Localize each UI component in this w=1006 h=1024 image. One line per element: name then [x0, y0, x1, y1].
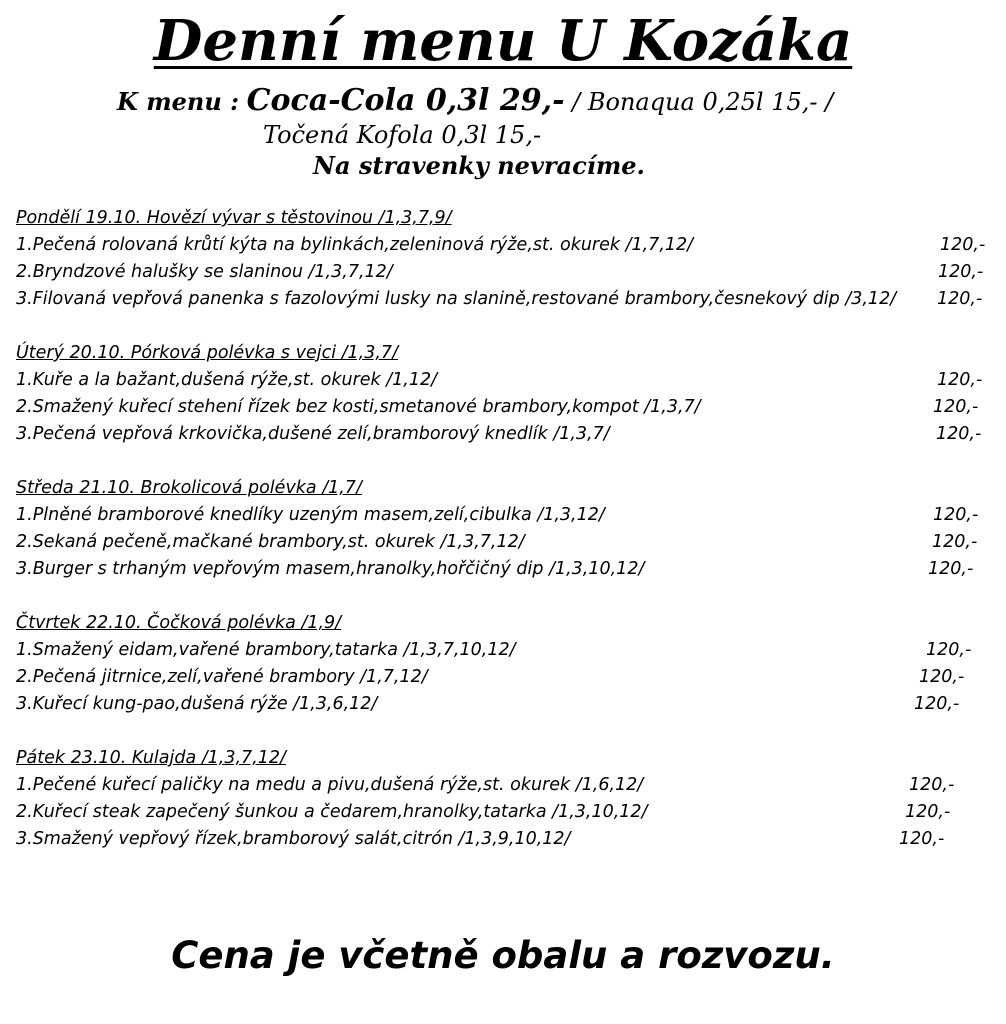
menu-item-price: 120,-: [905, 802, 951, 822]
menu-item-price: 120,-: [940, 235, 986, 255]
menu-item: [16, 259, 991, 286]
menu-item-name: 3.Burger s trhaným vepřovým masem,hranolky,hořčičný dip /1,3,10,12/: [16, 559, 645, 579]
menu-item: [16, 232, 991, 259]
menu-item-price: 120,-: [932, 532, 978, 552]
day-heading: Pátek 23.10. Kulajda /1,3,7,12/: [16, 748, 286, 768]
drink-cola: Coca-Cola 0,3l 29,-: [246, 83, 565, 118]
menu-item-price: 120,-: [909, 775, 955, 795]
menu-item-price: 120,-: [937, 289, 983, 309]
page-title-text: Denní menu U Kozáka: [153, 8, 853, 74]
menu-item: [16, 394, 991, 421]
menu-item: [16, 286, 991, 313]
menu-item-name: 1.Plněné bramborové knedlíky uzeným masem,zelí,cibulka /1,3,12/: [16, 505, 605, 525]
day-section-thursday: [16, 610, 991, 718]
day-section-friday: [16, 745, 991, 853]
day-section-wednesday: [16, 475, 991, 583]
price-footer-note: Cena je včetně obalu a rozvozu.: [171, 934, 835, 977]
menu-item: [16, 529, 991, 556]
menu-item-price: 120,-: [919, 667, 965, 687]
voucher-note: Na stravenky nevracíme.: [313, 151, 645, 180]
menu-item-name: 3.Kuřecí kung-pao,dušená rýže /1,3,6,12/: [16, 694, 378, 714]
drink-kofola: Točená Kofola 0,3l 15,-: [263, 121, 542, 149]
menu-item: [16, 826, 991, 853]
day-heading: Pondělí 19.10. Hovězí vývar s těstovinou /1,3,7,9/: [16, 208, 452, 228]
menu-item-name: 1.Pečené kuřecí paličky na medu a pivu,dušená rýže,st. okurek /1,6,12/: [16, 775, 644, 795]
menu-item-price: 120,-: [937, 370, 983, 390]
menu-item: [16, 367, 991, 394]
menu-item-name: 2.Bryndzové halušky se slaninou /1,3,7,12/: [16, 262, 393, 282]
menu-item: [16, 637, 991, 664]
day-heading: Středa 21.10. Brokolicová polévka /1,7/: [16, 478, 362, 498]
menu-item-name: 2.Sekaná pečeně,mačkané brambory,st. okurek /1,3,7,12/: [16, 532, 525, 552]
menu-item: [16, 799, 991, 826]
drink-bonaqua: / Bonaqua 0,25l 15,- /: [572, 88, 834, 116]
day-section-monday: [16, 205, 991, 313]
weekly-menu: [16, 205, 991, 880]
menu-item-price: 120,-: [899, 829, 945, 849]
page-title: [0, 4, 1006, 78]
menu-item-name: 1.Kuře a la bažant,dušená rýže,st. okurek /1,12/: [16, 370, 437, 390]
day-section-tuesday: [16, 340, 991, 448]
menu-item: [16, 772, 991, 799]
menu-item-price: 120,-: [938, 262, 984, 282]
drinks-label: K menu :: [117, 87, 239, 116]
menu-item-price: 120,-: [933, 505, 979, 525]
menu-item-name: 2.Smažený kuřecí stehení řízek bez kosti,smetanové brambory,kompot /1,3,7/: [16, 397, 701, 417]
menu-item-name: 3.Smažený vepřový řízek,bramborový salát,citrón /1,3,9,10,12/: [16, 829, 571, 849]
menu-item: [16, 421, 991, 448]
day-heading: Úterý 20.10. Pórková polévka s vejci /1,3,7/: [16, 343, 398, 363]
menu-item-name: 2.Pečená jitrnice,zelí,vařené brambory /1,7,12/: [16, 667, 428, 687]
menu-item: [16, 556, 991, 583]
menu-item-name: 3.Filovaná vepřová panenka s fazolovými lusky na slanině,restované brambory,česnekový dip /3,12/: [16, 289, 897, 309]
menu-item-name: 2.Kuřecí steak zapečený šunkou a čedarem,hranolky,tatarka /1,3,10,12/: [16, 802, 648, 822]
drinks-line: [117, 84, 833, 119]
menu-item-price: 120,-: [914, 694, 960, 714]
menu-item-price: 120,-: [928, 559, 974, 579]
menu-item-name: 1.Pečená rolovaná krůtí kýta na bylinkách,zeleninová rýže,st. okurek /1,7,12/: [16, 235, 694, 255]
menu-item-price: 120,-: [926, 640, 972, 660]
menu-item-name: 3.Pečená vepřová krkovička,dušené zelí,bramborový knedlík /1,3,7/: [16, 424, 610, 444]
day-heading: Čtvrtek 22.10. Čočková polévka /1,9/: [16, 613, 342, 633]
menu-item-price: 120,-: [936, 424, 982, 444]
menu-item: [16, 691, 991, 718]
menu-item-name: 1.Smažený eidam,vařené brambory,tatarka /1,3,7,10,12/: [16, 640, 516, 660]
menu-item-price: 120,-: [933, 397, 979, 417]
menu-item: [16, 664, 991, 691]
menu-item: [16, 502, 991, 529]
